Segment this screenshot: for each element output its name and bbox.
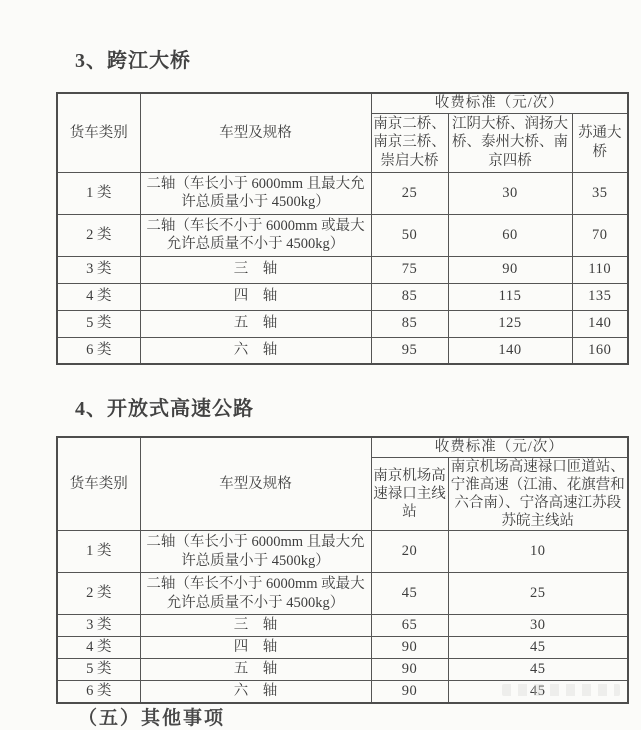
fee-cell: 30 <box>448 172 572 214</box>
class-cell: 2 类 <box>57 214 140 256</box>
highway-toll-table <box>56 436 629 704</box>
fee-cell: 90 <box>371 637 448 659</box>
table-row <box>57 283 628 310</box>
table-row <box>57 256 628 283</box>
fee-cell: 140 <box>448 337 572 364</box>
fee-cell: 35 <box>572 172 628 214</box>
fee-column-header: 苏通大桥 <box>572 113 628 172</box>
table-row <box>57 659 628 681</box>
class-cell: 1 类 <box>57 531 140 573</box>
class-cell: 3 类 <box>57 615 140 637</box>
table-row <box>57 637 628 659</box>
class-cell: 4 类 <box>57 637 140 659</box>
class-cell: 4 类 <box>57 283 140 310</box>
table-row <box>57 573 628 615</box>
vehicle-spec-header: 车型及规格 <box>140 93 371 172</box>
spec-cell: 二轴（车长小于 6000mm 且最大允许总质量小于 4500kg） <box>140 172 371 214</box>
table-header-row <box>57 437 628 457</box>
spec-cell: 五 轴 <box>140 659 371 681</box>
spec-cell: 二轴（车长不小于 6000mm 或最大允许总质量不小于 4500kg） <box>140 573 371 615</box>
fee-cell: 45 <box>448 637 628 659</box>
fee-cell: 50 <box>371 214 448 256</box>
fee-column-header: 南京机场高速禄口匝道站、宁淮高速（江浦、花旗营和六合南）、宁洛高速江苏段苏皖主线站 <box>448 457 628 531</box>
class-cell: 6 类 <box>57 337 140 364</box>
fee-cell: 160 <box>572 337 628 364</box>
class-cell: 6 类 <box>57 681 140 703</box>
fee-cell: 65 <box>371 615 448 637</box>
fee-cell: 140 <box>572 310 628 337</box>
fee-cell: 90 <box>371 681 448 703</box>
fee-cell: 30 <box>448 615 628 637</box>
fee-cell: 45 <box>448 659 628 681</box>
fee-cell: 90 <box>371 659 448 681</box>
fee-column-header: 江阴大桥、润扬大桥、泰州大桥、南京四桥 <box>448 113 572 172</box>
fee-cell: 25 <box>448 573 628 615</box>
bridge-toll-table <box>56 92 629 365</box>
spec-cell: 四 轴 <box>140 283 371 310</box>
fee-cell: 85 <box>371 283 448 310</box>
spec-cell: 六 轴 <box>140 337 371 364</box>
fee-cell: 70 <box>572 214 628 256</box>
table-row <box>57 531 628 573</box>
fee-cell: 75 <box>371 256 448 283</box>
fee-cell: 85 <box>371 310 448 337</box>
fee-cell: 60 <box>448 214 572 256</box>
table-header-row <box>57 93 628 113</box>
table-row <box>57 615 628 637</box>
fee-cell: 25 <box>371 172 448 214</box>
scan-artifact <box>502 684 620 696</box>
table-row <box>57 214 628 256</box>
truck-class-header: 货车类别 <box>57 437 140 531</box>
fee-cell: 115 <box>448 283 572 310</box>
class-cell: 2 类 <box>57 573 140 615</box>
fee-unit-header: 收费标准（元/次） <box>371 437 628 457</box>
class-cell: 5 类 <box>57 659 140 681</box>
fee-cell: 95 <box>371 337 448 364</box>
spec-cell: 二轴（车长小于 6000mm 且最大允许总质量小于 4500kg） <box>140 531 371 573</box>
spec-cell: 五 轴 <box>140 310 371 337</box>
class-cell: 5 类 <box>57 310 140 337</box>
fee-cell: 10 <box>448 531 628 573</box>
fee-cell: 135 <box>572 283 628 310</box>
fee-cell: 125 <box>448 310 572 337</box>
truck-class-header: 货车类别 <box>57 93 140 172</box>
next-section-title-clipped: （五）其他事项 <box>78 708 226 729</box>
fee-unit-header: 收费标准（元/次） <box>371 93 628 113</box>
spec-cell: 四 轴 <box>140 637 371 659</box>
section-title-open-highway: 4、开放式高速公路 <box>75 398 254 420</box>
class-cell: 3 类 <box>57 256 140 283</box>
fee-column-header: 南京机场高速禄口主线站 <box>371 457 448 531</box>
spec-cell: 二轴（车长不小于 6000mm 或最大允许总质量不小于 4500kg） <box>140 214 371 256</box>
fee-cell: 90 <box>448 256 572 283</box>
fee-cell: 20 <box>371 531 448 573</box>
fee-cell: 45 <box>448 681 628 703</box>
class-cell: 1 类 <box>57 172 140 214</box>
table-row <box>57 310 628 337</box>
spec-cell: 三 轴 <box>140 256 371 283</box>
table-row <box>57 172 628 214</box>
spec-cell: 三 轴 <box>140 615 371 637</box>
vehicle-spec-header: 车型及规格 <box>140 437 371 531</box>
spec-cell: 六 轴 <box>140 681 371 703</box>
section-title-bridges: 3、跨江大桥 <box>75 50 191 72</box>
table-row <box>57 337 628 364</box>
fee-cell: 110 <box>572 256 628 283</box>
fee-column-header: 南京二桥、南京三桥、崇启大桥 <box>371 113 448 172</box>
fee-cell: 45 <box>371 573 448 615</box>
